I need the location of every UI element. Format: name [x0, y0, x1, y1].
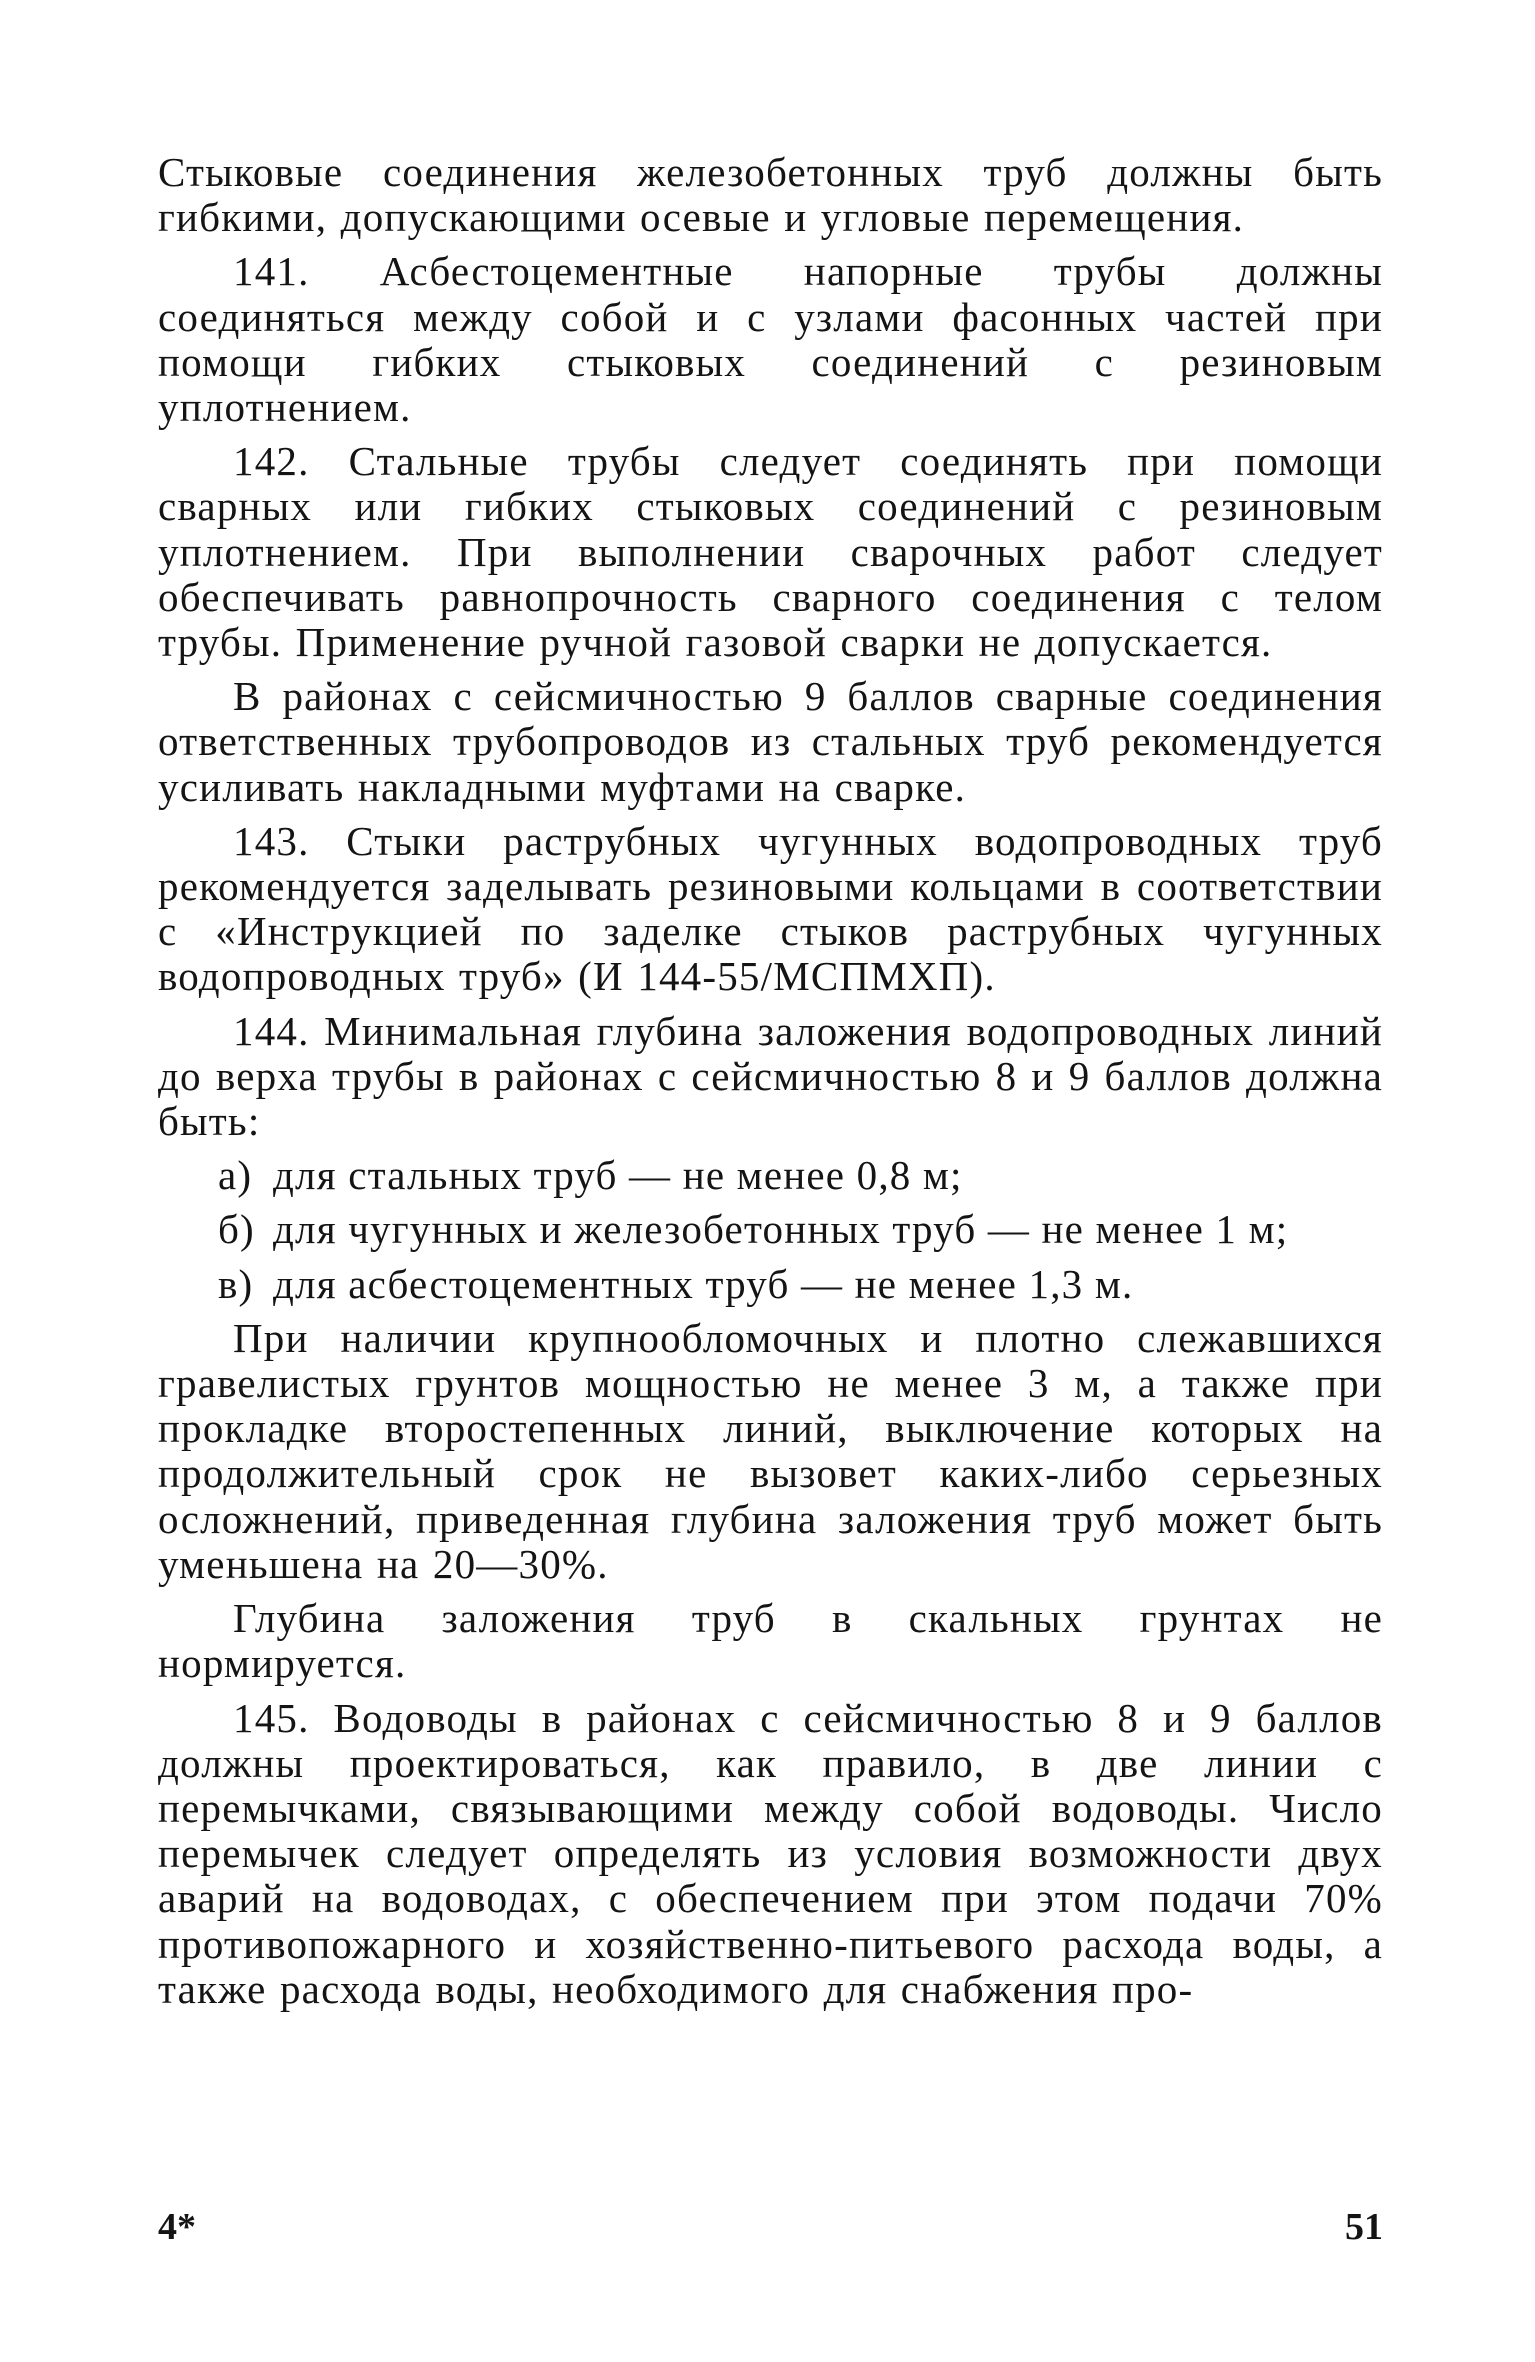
paragraph-144: 144. Минимальная глубина заложения водопроводных линий до верха трубы в районах с сейсмичностью 8 и 9 баллов должна быть:	[158, 1007, 1383, 1145]
paragraph-145: 145. Водоводы в районах с сейсмичностью 8 и 9 баллов должны проектироваться, как правило, в две линии с перемычками, связывающими между собой водоводы. Число перемычек следует определять из условия возможности двух аварий на водоводах, с обеспечением при этом подачи 70% противопожарного и хозяйственно-питьевого расхода воды, а также расхода воды, необходимого для снабжения про-	[158, 1694, 1383, 2012]
paragraph-142: 142. Стальные трубы следует соединять при помощи сварных или гибких стыковых соединений с резиновым уплотнением. При выполнении сварочных работ следует обеспечивать равнопрочность сварного соединения с телом трубы. Применение ручной газовой сварки не допускается.	[158, 438, 1383, 666]
list-marker: б)	[218, 1206, 255, 1253]
list-item-b	[158, 1207, 1383, 1252]
list-marker: в)	[218, 1260, 254, 1307]
paragraph-rock-soils: Глубина заложения труб в скальных грунтах не нормируется.	[158, 1595, 1383, 1687]
signature-mark: 4*	[158, 2206, 196, 2248]
list-marker: а)	[218, 1152, 253, 1199]
paragraph-seismic-9: В районах с сейсмичностью 9 баллов сварные соединения ответственных трубопроводов из стальных труб рекомендуется усиливать накладными муфтами на сварке.	[158, 673, 1383, 810]
list-item-text: для асбестоцементных труб — не менее 1,3 м.	[273, 1260, 1134, 1307]
list-item-text: для чугунных и железобетонных труб — не менее 1 м;	[273, 1206, 1289, 1253]
list-item-text: для стальных труб — не менее 0,8 м;	[273, 1152, 963, 1199]
paragraph-joints-flexible: Стыковые соединения железобетонных труб должны быть гибкими, допускающими осевые и угловые перемещения.	[158, 149, 1383, 241]
page-number: 51	[1345, 2206, 1383, 2248]
list-item-v	[158, 1262, 1383, 1307]
list-item-a	[158, 1153, 1383, 1198]
page-body	[158, 150, 1383, 2012]
paragraph-141: 141. Асбестоцементные напорные трубы должны соединяться между собой и с узлами фасонных частей при помощи гибких стыковых соединений с резиновым уплотнением.	[158, 248, 1383, 431]
paragraph-coarse-soils: При наличии крупнообломочных и плотно слежавшихся гравелистых грунтов мощностью не менее 3 м, а также при прокладке второстепенных линий, выключение которых на продолжительный срок не вызовет каких-либо серьезных осложнений, приведенная глубина заложения труб может быть уменьшена на 20—30%.	[158, 1314, 1383, 1587]
paragraph-143: 143. Стыки раструбных чугунных водопроводных труб рекомендуется заделывать резиновыми кольцами в соответствии с «Инструкцией по заделке стыков раструбных чугунных водопроводных труб» (И 144-55/МСПМХП).	[158, 817, 1383, 1000]
